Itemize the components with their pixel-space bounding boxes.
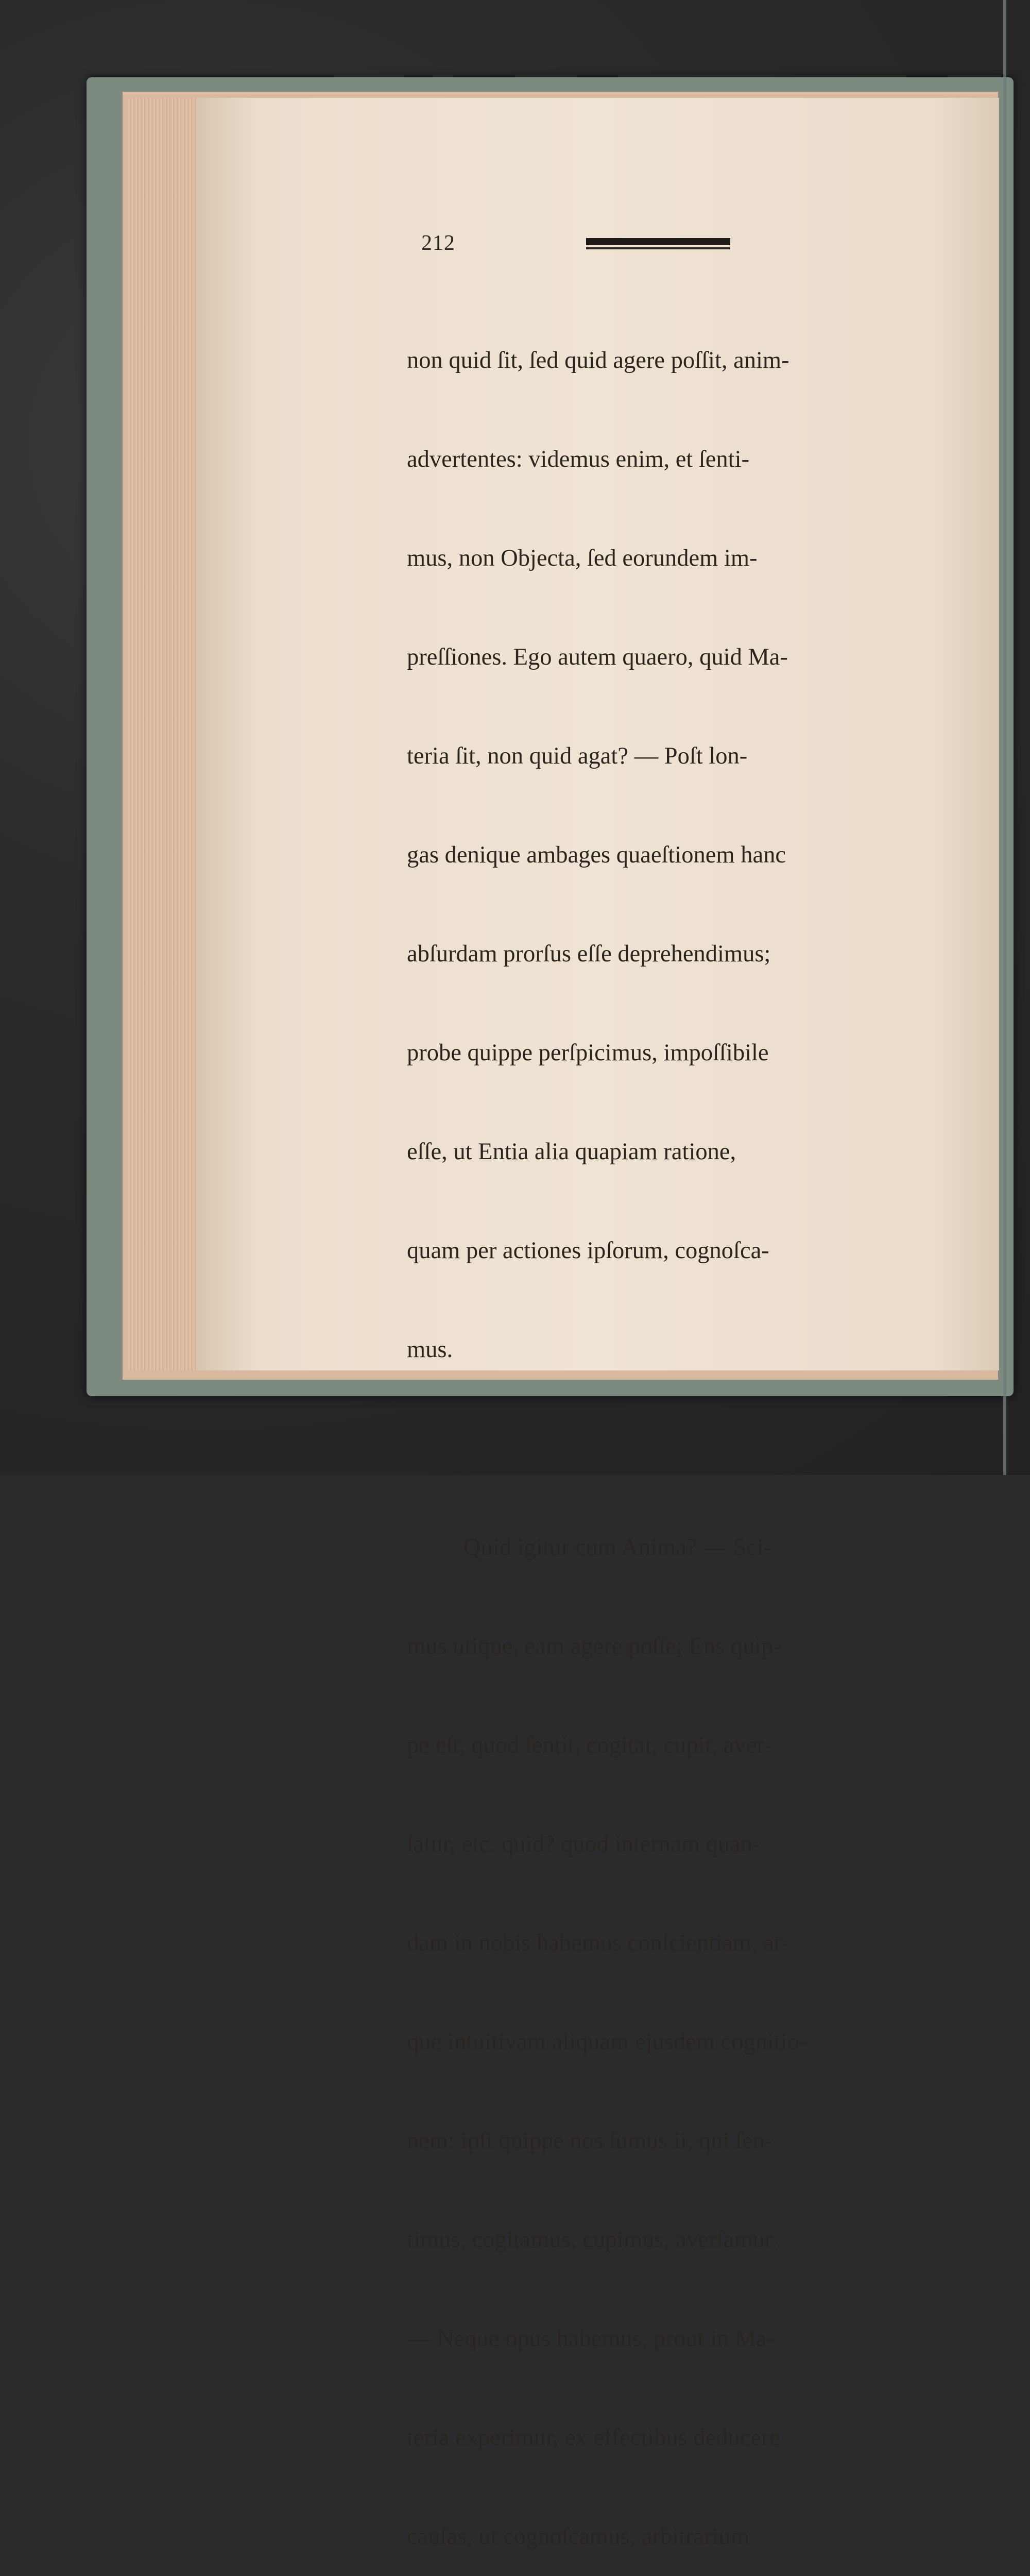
page-header: [421, 231, 936, 262]
text-line: probe quippe perſpicimus, impoſſibile: [407, 1040, 769, 1066]
text-line: que intuitivam aliquam ejusdem cognitio-: [407, 2029, 808, 2055]
text-line: Quid igitur cum Anima? — Sci-: [464, 1534, 771, 1561]
text-line: preſſiones. Ego autem quaero, quid Ma-: [407, 644, 788, 670]
page-edges: [128, 98, 205, 1370]
header-rule: [586, 238, 730, 245]
text-line: ſatur, etc. quid? quod internam quan-: [407, 1831, 761, 1857]
page-text: [407, 278, 901, 2576]
text-line: mus, non Objecta, ſed eorundem im-: [407, 545, 758, 571]
text-line: quam per actiones ipſorum, cognoſca-: [407, 1238, 769, 1264]
text-line: mus.: [407, 1336, 453, 1363]
text-line: advertentes: videmus enim, et ſenti-: [407, 446, 750, 472]
text-line: cauſas, ut cognoſcamus, arbitrarium: [407, 2523, 749, 2550]
text-line: timus, cogitamus, cupimus, averſamur.: [407, 2227, 778, 2253]
text-line: eſſe, ut Entia alia quapiam ratione,: [407, 1139, 736, 1165]
text-line: gas denique ambages quaeſtionem hanc: [407, 842, 786, 868]
text-line: teria ſit, non quid agat? — Poſt lon-: [407, 743, 748, 769]
text-line: abſurdam prorſus eſſe deprehendimus;: [407, 941, 771, 967]
text-line: teria experimur, ex effectibus deducere: [407, 2425, 780, 2451]
text-line: — Neque opus habemus, prout in Ma-: [407, 2326, 775, 2352]
paragraph-gap: [407, 1432, 901, 1465]
text-line: dam in nobis habemus conſcientiam, at-: [407, 1930, 789, 1956]
text-line: mus utique, eam agere poſſe; Ens quip-: [407, 1633, 782, 1659]
text-line: pe eſt, quod ſentit, cogitat, cupit, aver-: [407, 1732, 772, 1758]
text-line: nem: ipſi quippe nos ſumus ii, qui ſen-: [407, 2128, 773, 2154]
glass-plate-edge: [1003, 0, 1006, 1475]
page-number: 212: [421, 231, 455, 255]
text-line: non quid ſit, ſed quid agere poſſit, anim-: [407, 347, 789, 374]
